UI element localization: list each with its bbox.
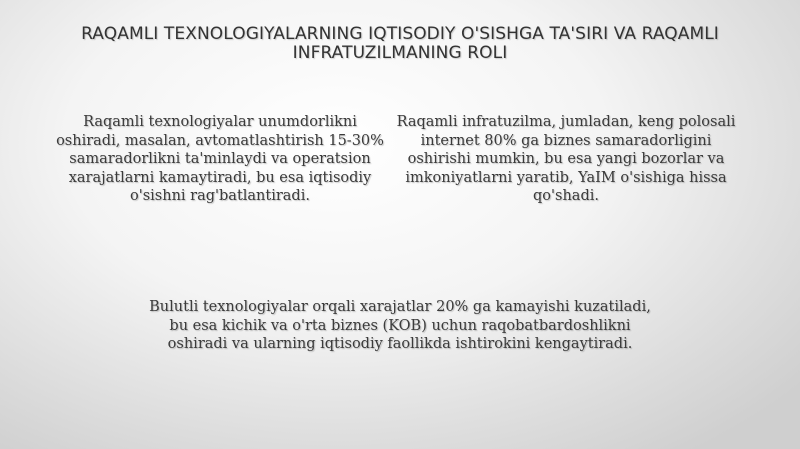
slide-title: RAQAMLI TEXNOLOGIYALARNING IQTISODIY O'SISHGA TA'SIRI VA RAQAMLI INFRATUZILMANING ROLI <box>81 24 719 63</box>
paragraph-cloud: Bulutli texnologiyalar orqali xarajatlar 20% ga kamayishi kuzatiladi, bu esa kichik va o'rta biznes (KOB) uchun raqobatbardoshlikni oshiradi va ularning iqtisodiy faollikda ishtirokini kengaytiradi. <box>149 299 651 352</box>
paragraph-productivity: Raqamli texnologiyalar unumdorlikni oshiradi, masalan, avtomatlashtirish 15-30% samaradorlikni ta'minlaydi va operatsion xarajatlarni kamaytiradi, bu esa iqtisodiy o'sishni rag'batlantiradi. <box>56 114 384 204</box>
paragraph-infrastructure: Raqamli infratuzilma, jumladan, keng polosali internet 80% ga biznes samaradorligini oshirishi mumkin, bu esa yangi bozorlar va imkoniyatlarni yaratib, YaIM o'sishiga hissa qo'shadi. <box>396 114 736 204</box>
